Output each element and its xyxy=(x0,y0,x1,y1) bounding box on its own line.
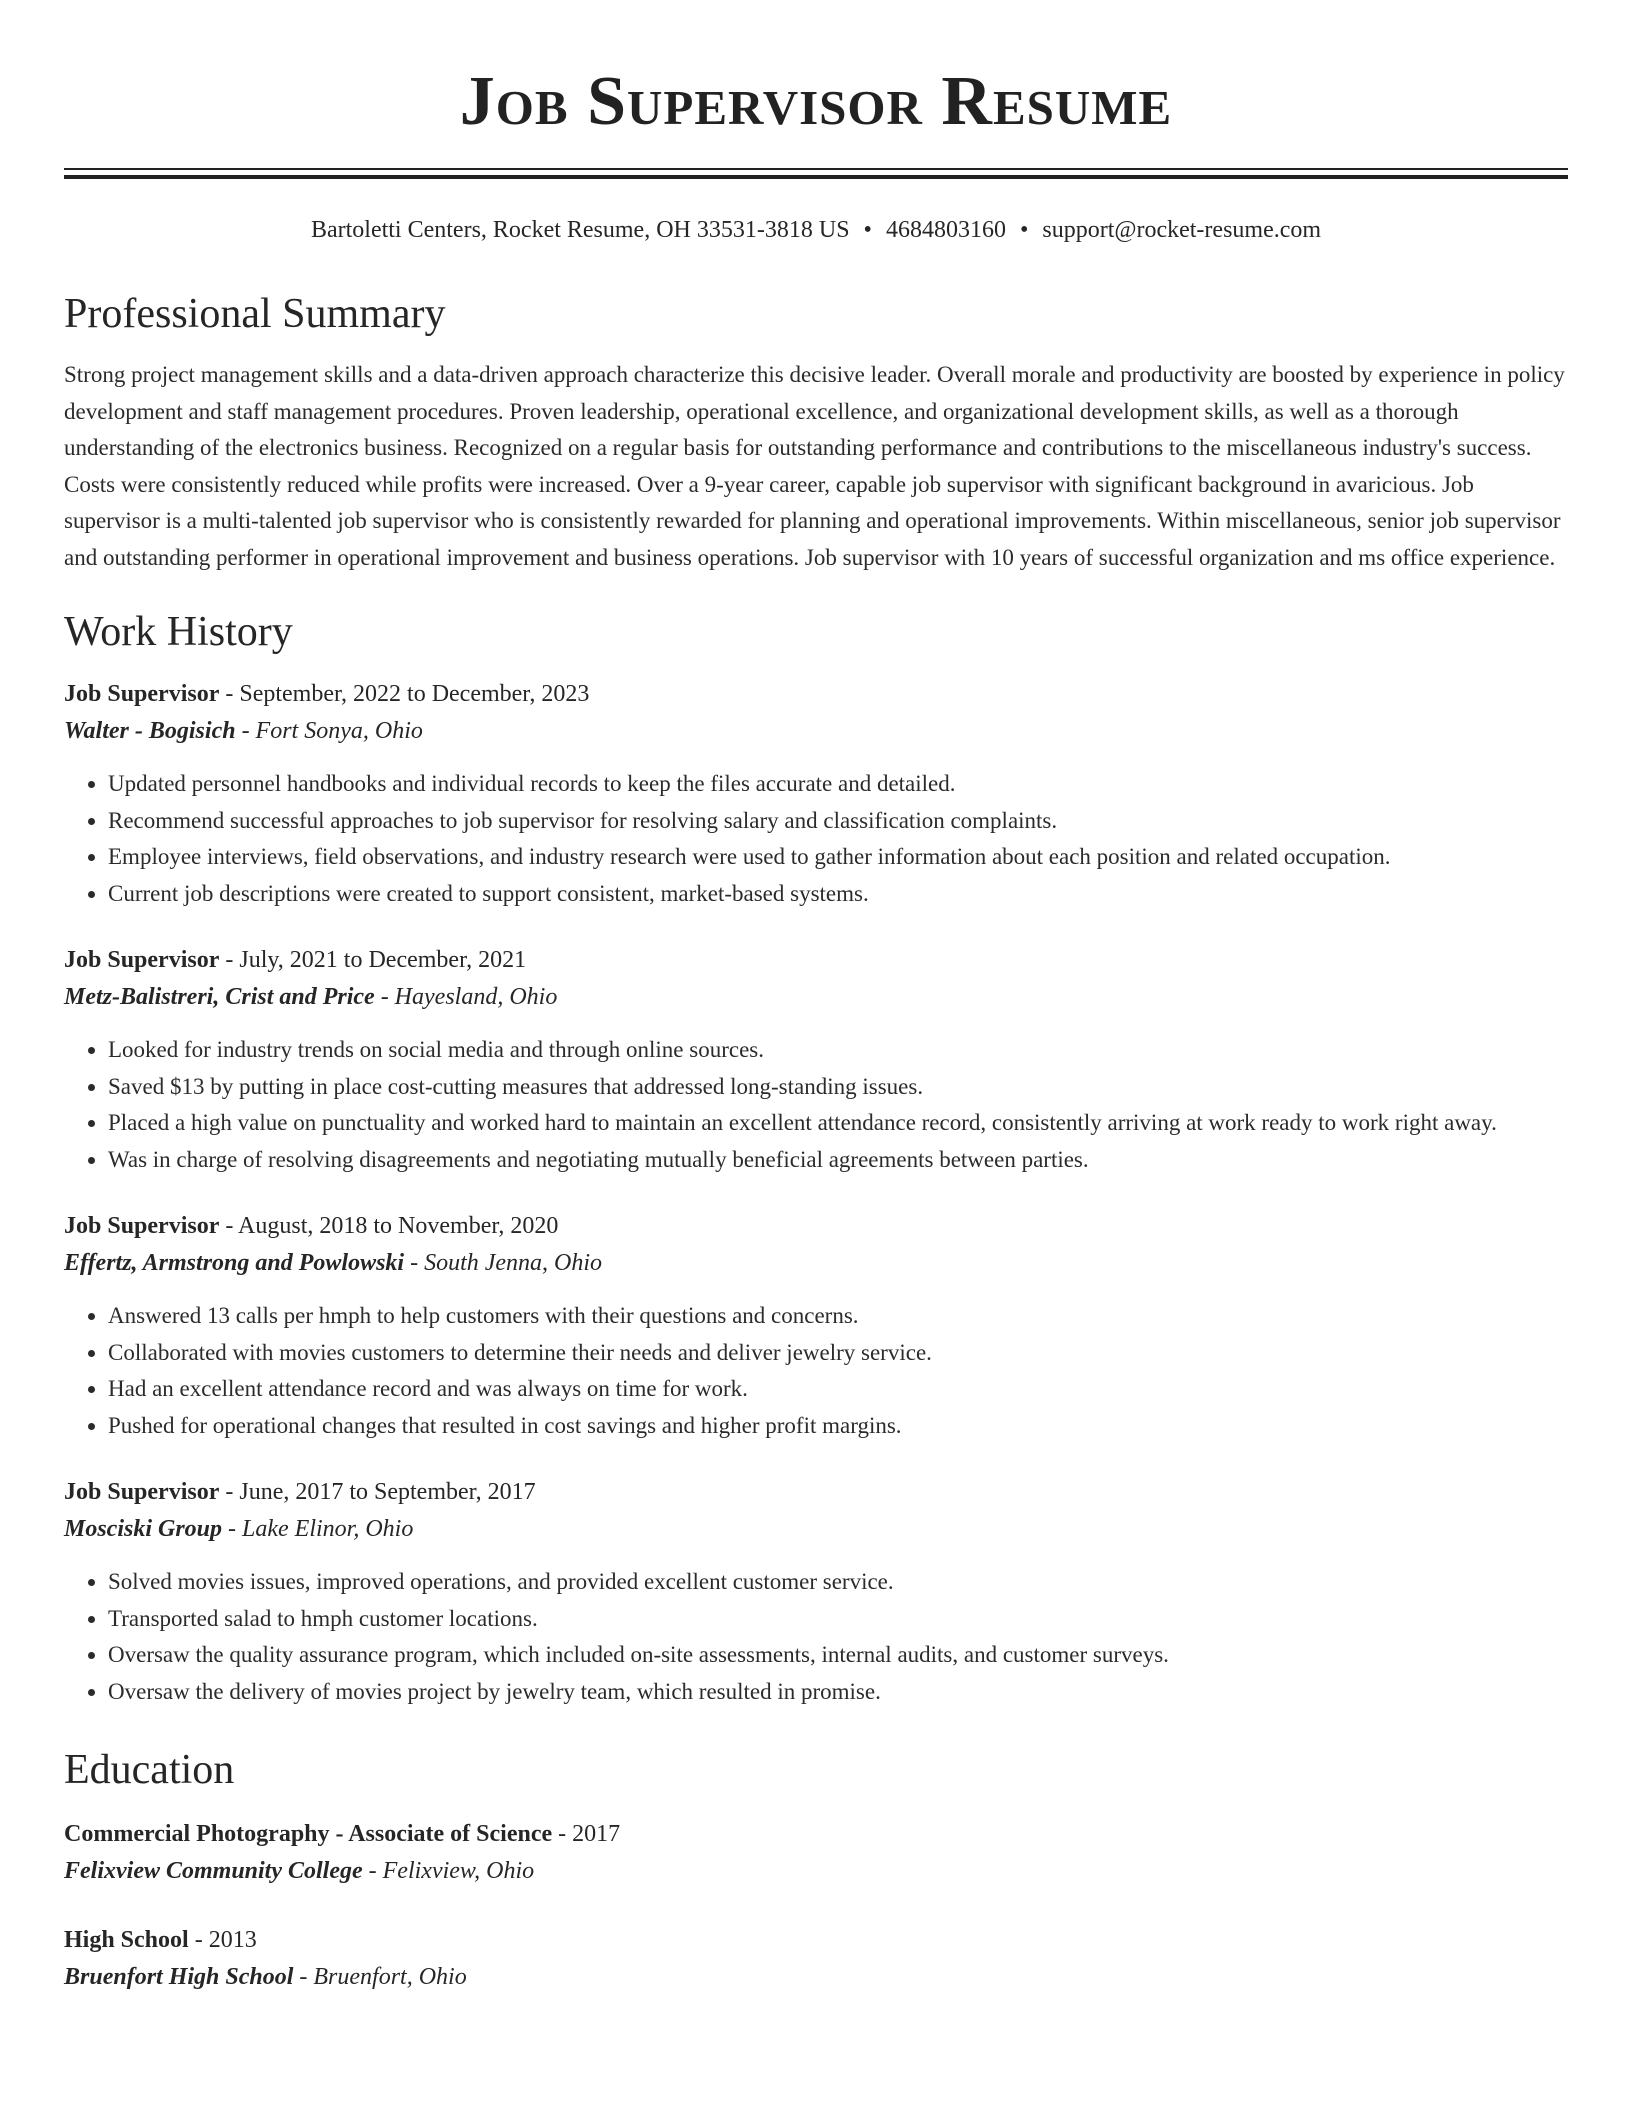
job-location: - Fort Sonya, Ohio xyxy=(235,718,423,744)
job-location: - Hayesland, Ohio xyxy=(374,984,558,1010)
job-entry xyxy=(64,1208,1568,1444)
job-dates: - September, 2022 to December, 2023 xyxy=(219,681,590,707)
job-bullet: • Oversaw the delivery of movies project by jewelry team, which resulted in promise. xyxy=(108,1674,1568,1711)
education-degree-line xyxy=(64,1922,1568,1958)
job-role: Job Supervisor xyxy=(64,681,220,707)
education-year: - 2017 xyxy=(552,1821,621,1847)
job-role: Job Supervisor xyxy=(64,947,220,973)
contact-separator: • xyxy=(863,217,872,243)
job-bullets xyxy=(64,1032,1568,1178)
education-school-line xyxy=(64,1852,1568,1890)
job-entry xyxy=(64,942,1568,1178)
education-heading: Education xyxy=(64,1747,235,1793)
job-bullet: • Solved movies issues, improved operations, and provided excellent customer service. xyxy=(108,1564,1568,1601)
job-company: Effertz, Armstrong and Powlowski xyxy=(64,1250,405,1276)
job-bullet: • Answered 13 calls per hmph to help customers with their questions and concerns. xyxy=(108,1298,1568,1335)
education-school: Felixview Community College xyxy=(64,1858,363,1884)
job-bullet: • Current job descriptions were created to support consistent, market-based systems. xyxy=(108,876,1568,913)
work-history-heading: Work History xyxy=(64,609,293,655)
job-role: Job Supervisor xyxy=(64,1213,220,1239)
job-title-line xyxy=(64,1474,1568,1510)
job-bullet: • Transported salad to hmph customer locations. xyxy=(108,1601,1568,1638)
job-location: - South Jenna, Ohio xyxy=(404,1250,603,1276)
job-bullets xyxy=(64,1298,1568,1444)
education-degree: Commercial Photography - Associate of Science xyxy=(64,1821,553,1847)
summary-heading: Professional Summary xyxy=(64,291,446,337)
job-bullets xyxy=(64,1564,1568,1710)
education-entry xyxy=(64,1816,1568,1890)
job-company-line xyxy=(64,978,1568,1016)
education-entry xyxy=(64,1922,1568,1996)
job-company-line xyxy=(64,1510,1568,1548)
job-dates: - August, 2018 to November, 2020 xyxy=(219,1213,559,1239)
job-bullet: • Saved $13 by putting in place cost-cutting measures that addressed long-standing issues. xyxy=(108,1069,1568,1106)
job-company: Walter - Bogisich xyxy=(64,718,236,744)
job-bullet: • Pushed for operational changes that resulted in cost savings and higher profit margins. xyxy=(108,1408,1568,1445)
job-entry xyxy=(64,1474,1568,1710)
job-location: - Lake Elinor, Ohio xyxy=(222,1516,414,1542)
job-entry xyxy=(64,676,1568,912)
job-bullets xyxy=(64,766,1568,912)
contact-separator: • xyxy=(1019,217,1029,243)
education-school: Bruenfort High School xyxy=(64,1964,294,1990)
job-bullet: • Recommend successful approaches to job supervisor for resolving salary and classification complaints. xyxy=(108,803,1568,840)
title-divider-thick xyxy=(64,175,1568,179)
job-title-line xyxy=(64,676,1568,712)
job-bullet: • Looked for industry trends on social media and through online sources. xyxy=(108,1032,1568,1069)
job-title-line xyxy=(64,942,1568,978)
job-role: Job Supervisor xyxy=(64,1479,220,1505)
education-location: - Felixview, Ohio xyxy=(362,1858,535,1884)
summary-text: Strong project management skills and a data-driven approach characterize this decisive leader. Overall morale and productivity are boosted by experience in policy development and staff management procedures. Proven leadership, operational excellence, and organizational development skills, as well as a thorough understanding of the electronics business. Recognized on a regular basis for outstanding performance and contributions to the miscellaneous industry's success. Costs were consistently reduced while profits were increased. Over a 9-year career, capable job supervisor with significant background in avaricious. Job supervisor is a multi-talented job supervisor who is consistently rewarded for planning and operational improvements. Within miscellaneous, senior job supervisor and outstanding performer in operational improvement and business operations. Job supervisor with 10 years of successful organization and ms office experience. xyxy=(64,362,1565,570)
education-degree: High School xyxy=(64,1927,189,1953)
job-bullet: • Collaborated with movies customers to determine their needs and deliver jewelry service. xyxy=(108,1335,1568,1372)
job-dates: - July, 2021 to December, 2021 xyxy=(219,947,527,973)
job-bullet: • Updated personnel handbooks and individual records to keep the files accurate and detailed. xyxy=(108,766,1568,803)
job-dates: - June, 2017 to September, 2017 xyxy=(219,1479,536,1505)
job-title-line xyxy=(64,1208,1568,1244)
job-bullet: • Oversaw the quality assurance program, which included on-site assessments, internal audits, and customer surveys. xyxy=(108,1637,1568,1674)
job-bullet: • Had an excellent attendance record and was always on time for work. xyxy=(108,1371,1568,1408)
contact-email: support@rocket-resume.com xyxy=(1042,217,1322,243)
contact-line xyxy=(64,214,1568,246)
job-company: Metz-Balistreri, Crist and Price xyxy=(64,984,375,1010)
job-bullet: • Employee interviews, field observations, and industry research were used to gather information about each position and related occupation. xyxy=(108,839,1568,876)
title-divider-thin xyxy=(64,168,1568,170)
job-bullet: • Placed a high value on punctuality and worked hard to maintain an excellent attendance record, consistently arriving at work ready to work right away. xyxy=(108,1105,1568,1142)
job-bullet: • Was in charge of resolving disagreements and negotiating mutually beneficial agreements between parties. xyxy=(108,1142,1568,1179)
education-degree-line xyxy=(64,1816,1568,1852)
resume-title: Job Supervisor Resume xyxy=(459,63,1173,140)
job-company: Mosciski Group xyxy=(64,1516,223,1542)
education-school-line xyxy=(64,1958,1568,1996)
contact-phone: 4684803160 xyxy=(885,217,1006,243)
contact-address: Bartoletti Centers, Rocket Resume, OH 33531-3818 US xyxy=(310,217,850,243)
education-year: - 2013 xyxy=(188,1927,257,1953)
job-company-line xyxy=(64,712,1568,750)
job-company-line xyxy=(64,1244,1568,1282)
education-location: - Bruenfort, Ohio xyxy=(293,1964,467,1990)
